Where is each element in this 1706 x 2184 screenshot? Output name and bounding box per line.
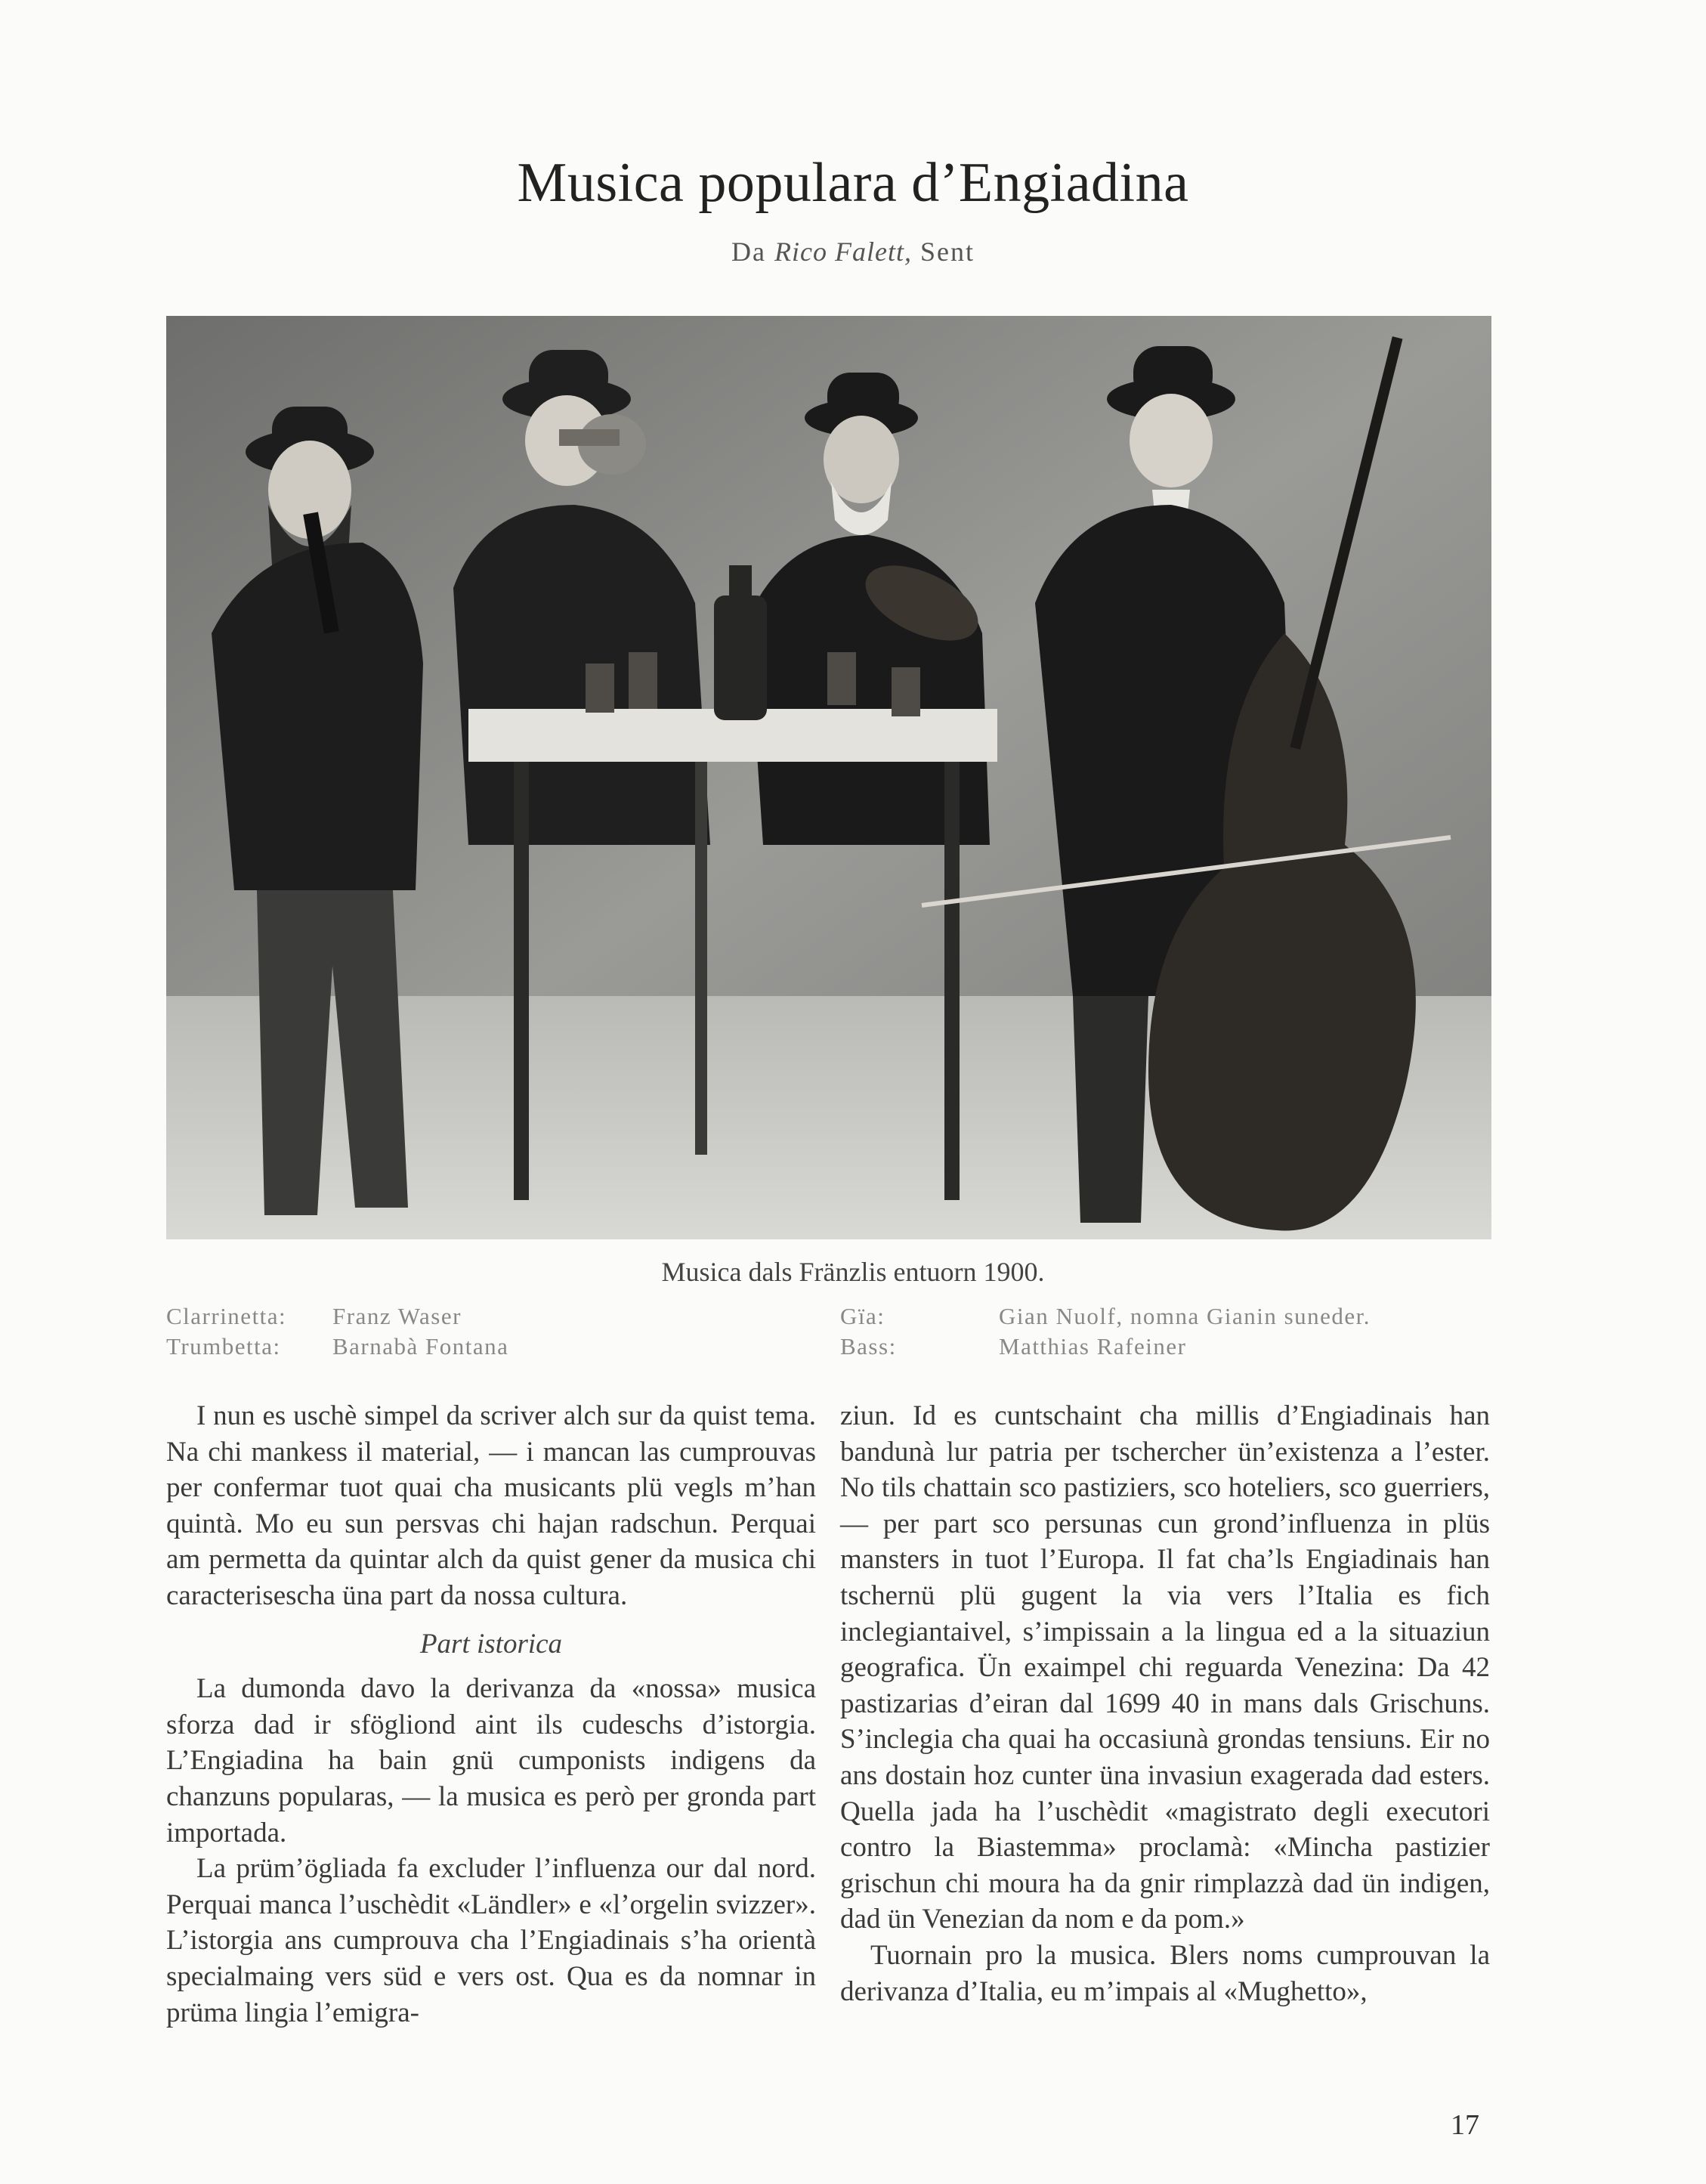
- paragraph: La prüm’ögliada fa excluder l’influenza our dal nord. Perquai manca l’uschèdit «Ländler» e «l’orgelin svizzer». L’istorgia ans cumprouva cha l’Engiadinais s’ha orientà specialmaing vers süd e vers ost. Qua es da nomnar in prüma lingia l’emigra-: [166, 1853, 816, 2028]
- article-title: Musica populara d’Engiadina: [517, 152, 1189, 214]
- author-place: Sent: [919, 237, 975, 267]
- photo-caption: Musica dals Fränzlis entuorn 1900.: [661, 1257, 1045, 1287]
- credit-row: [840, 1301, 1371, 1332]
- credit-name: Matthias Rafeiner: [999, 1333, 1187, 1360]
- author-name: Rico Falett,: [774, 237, 912, 267]
- credits-right: [840, 1301, 1371, 1362]
- credit-name: Gian Nuolf, nomna Gianin suneder.: [999, 1303, 1371, 1329]
- body-column-left: [166, 1398, 816, 2031]
- byline-prefix: Da: [731, 237, 766, 267]
- credit-role: Bass:: [840, 1333, 897, 1360]
- section-heading: Part istorica: [419, 1628, 563, 1660]
- credit-name: Franz Waser: [332, 1303, 462, 1329]
- paragraph: I nun es uschè simpel da scriver alch sur da quist tema. Na chi mankess il material, — i mancan las cumprouvas per confermar tuot quai cha musicants plü vegls m’han quintà. Mo eu sun persvas chi hajan radschun. Perquai am permetta da quintar alch da quist gener da musica chi caracterisescha üna part da nossa cultura.: [166, 1400, 816, 1611]
- byline: [0, 236, 1706, 268]
- historic-photo: [166, 316, 1491, 1239]
- paragraph: ziun. Id es cuntschaint cha millis d’Engiadinais han bandunà lur patria per tschercher ün’existenza a l’ester. No tils chattain sco pastiziers, sco hoteliers, sco guerriers, — per part sco persunas cun grond’influenza in plüs mansters in tuot l’Europa. Il fat cha’ls Engiadinais han tschernü plü gugent la via vers l’Italia es fich inclegiantaivel, s’impissain a la lingua ed a la situaziun geografica. Ün exaimpel chi reguarda Venezina: Da 42 pastizarias d’eiran dal 1699 40 in mans dals Grischuns. S’inclegia cha quai ha occasiunà grondas tensiuns. Eir no ans dostain hoz cunter üna invasiun exagerada dad esters. Quella jada ha l’uschèdit «magistrato degli executori contro la Biastemma» proclamà: «Mincha pastizier grischun chi moura ha da gnir rimplazzà dad ün indigen, dad ün Venezian da nom e da pom.»: [840, 1400, 1490, 1935]
- credit-role: Trumbetta:: [166, 1333, 281, 1360]
- credit-role: Gïa:: [840, 1303, 885, 1329]
- paragraph: La dumonda davo la derivanza da «nossa» musica sforza dad ir sfögliond aint ils cudeschs d’istorgia. L’Engiadina ha bain gnü cumponists indigens da chanzuns popularas, — la musica es però per gronda part importada.: [166, 1673, 816, 1848]
- credit-row: [166, 1332, 508, 1362]
- credit-row: [166, 1301, 508, 1332]
- page-number: 17: [1451, 2109, 1479, 2141]
- paragraph: Tuornain pro la musica. Blers noms cumprouvan la derivanza d’Italia, eu m’impais al «Mughetto»,: [840, 1939, 1490, 2007]
- credit-name: Barnabà Fontana: [332, 1333, 509, 1360]
- credit-role: Clarrinetta:: [166, 1303, 287, 1329]
- credits-left: [166, 1301, 508, 1362]
- body-column-right: [840, 1398, 1490, 2009]
- credit-row: [840, 1332, 1371, 1362]
